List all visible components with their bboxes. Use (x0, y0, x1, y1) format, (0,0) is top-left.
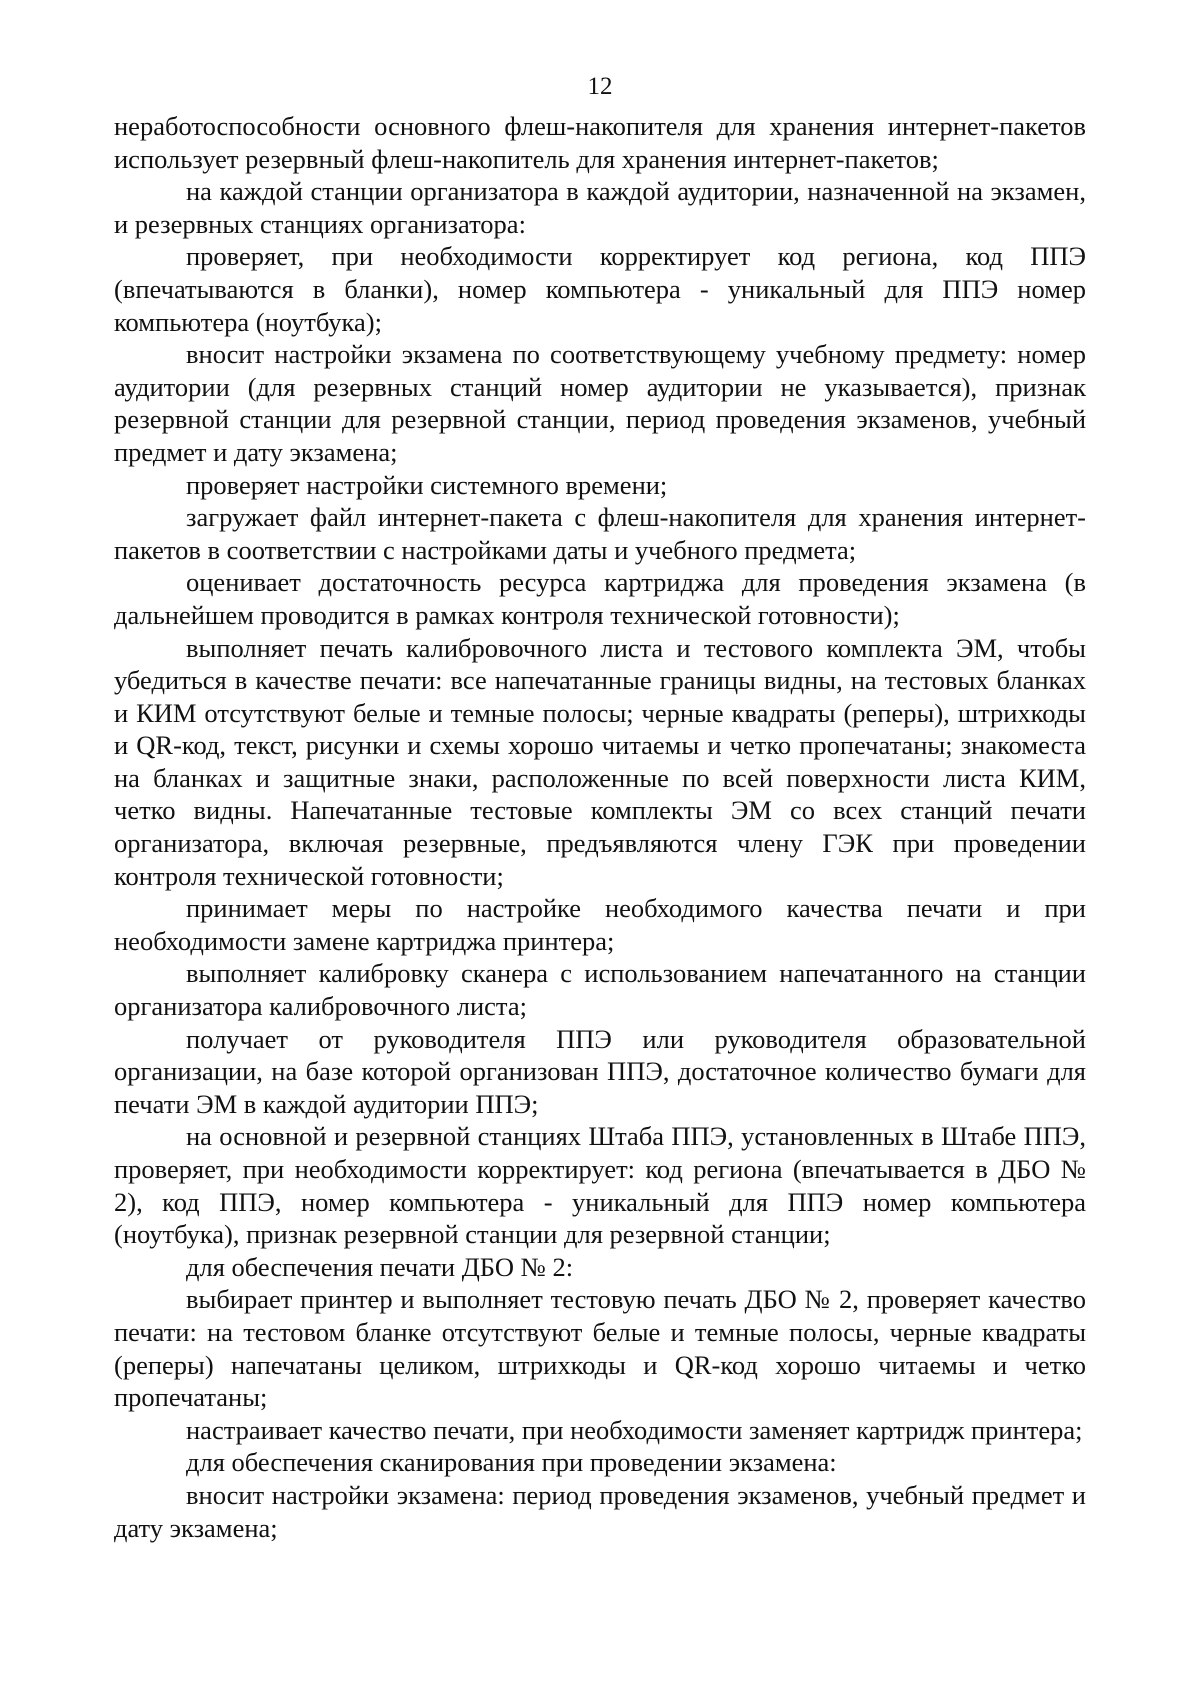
paragraph: принимает меры по настройке необходимого качества печати и при необходимости замене картриджа принтера; (114, 893, 1086, 956)
paragraph-continuation: неработоспособности основного флеш-накопителя для хранения интернет-пакетов использует резервный флеш-накопитель для хранения интернет-пакетов; (114, 111, 1086, 174)
paragraph: выбирает принтер и выполняет тестовую печать ДБО № 2, проверяет качество печати: на тестовом бланке отсутствуют белые и темные полосы, черные квадраты (реперы) напечатаны целиком, штрихкоды и QR-код хорошо читаемы и четко пропечатаны; (114, 1284, 1086, 1413)
paragraph: проверяет настройки системного времени; (186, 469, 668, 500)
paragraph: вносит настройки экзамена по соответствующему учебному предмету: номер аудитории (для резервных станций номер аудитории не указывается), признак резервной станции для резервной станции, период проведения экзаменов, учебный предмет и дату экзамена; (114, 339, 1086, 467)
document-body (114, 110, 1086, 1544)
paragraph: на основной и резервной станциях Штаба ППЭ, установленных в Штабе ППЭ, проверяет, при необходимости корректирует: код региона (впечатывается в ДБО № 2), код ППЭ, номер компьютера - уникальный для ППЭ номер компьютера (ноутбука), признак резервной станции для резервной станции; (114, 1121, 1086, 1250)
paragraph: выполняет печать калибровочного листа и тестового комплекта ЭМ, чтобы убедиться в качестве печати: все напечатанные границы видны, на тестовых бланках и КИМ отсутствуют белые и темные полосы; черные квадраты (реперы), штрихкоды и QR-код, текст, рисунки и схемы хорошо читаемы и четко пропечатаны; знакоместа на бланках и защитные знаки, расположенные по всей поверхности листа КИМ, четко видны. Напечатанные тестовые комплекты ЭМ со всех станций печати организатора, включая резервные, предъявляются члену ГЭК при проведении контроля технической готовности; (114, 632, 1086, 891)
paragraph: для обеспечения печати ДБО № 2: (186, 1251, 574, 1282)
paragraph: проверяет, при необходимости корректирует код региона, код ППЭ (впечатываются в бланки), номер компьютера - уникальный для ППЭ номер компьютера (ноутбука); (114, 241, 1086, 337)
paragraph: получает от руководителя ППЭ или руководителя образовательной организации, на базе которой организован ППЭ, достаточное количество бумаги для печати ЭМ в каждой аудитории ППЭ; (114, 1023, 1086, 1119)
paragraph: для обеспечения сканирования при проведении экзамена: (186, 1447, 837, 1478)
paragraph: на каждой станции организатора в каждой аудитории, назначенной на экзамен, и резервных станциях организатора: (114, 176, 1086, 239)
paragraph: загружает файл интернет-пакета с флеш-накопителя для хранения интернет-пакетов в соответствии с настройками даты и учебного предмета; (114, 502, 1086, 565)
paragraph: оценивает достаточность ресурса картриджа для проведения экзамена (в дальнейшем проводится в рамках контроля технической готовности); (114, 567, 1086, 630)
paragraph: настраивает качество печати, при необходимости заменяет картридж принтера; (186, 1414, 1083, 1445)
paragraph: вносит настройки экзамена: период проведения экзаменов, учебный предмет и дату экзамена; (114, 1479, 1086, 1543)
paragraph: выполняет калибровку сканера с использованием напечатанного на станции организатора калибровочного листа; (114, 958, 1086, 1022)
page-number: 12 (587, 73, 613, 100)
